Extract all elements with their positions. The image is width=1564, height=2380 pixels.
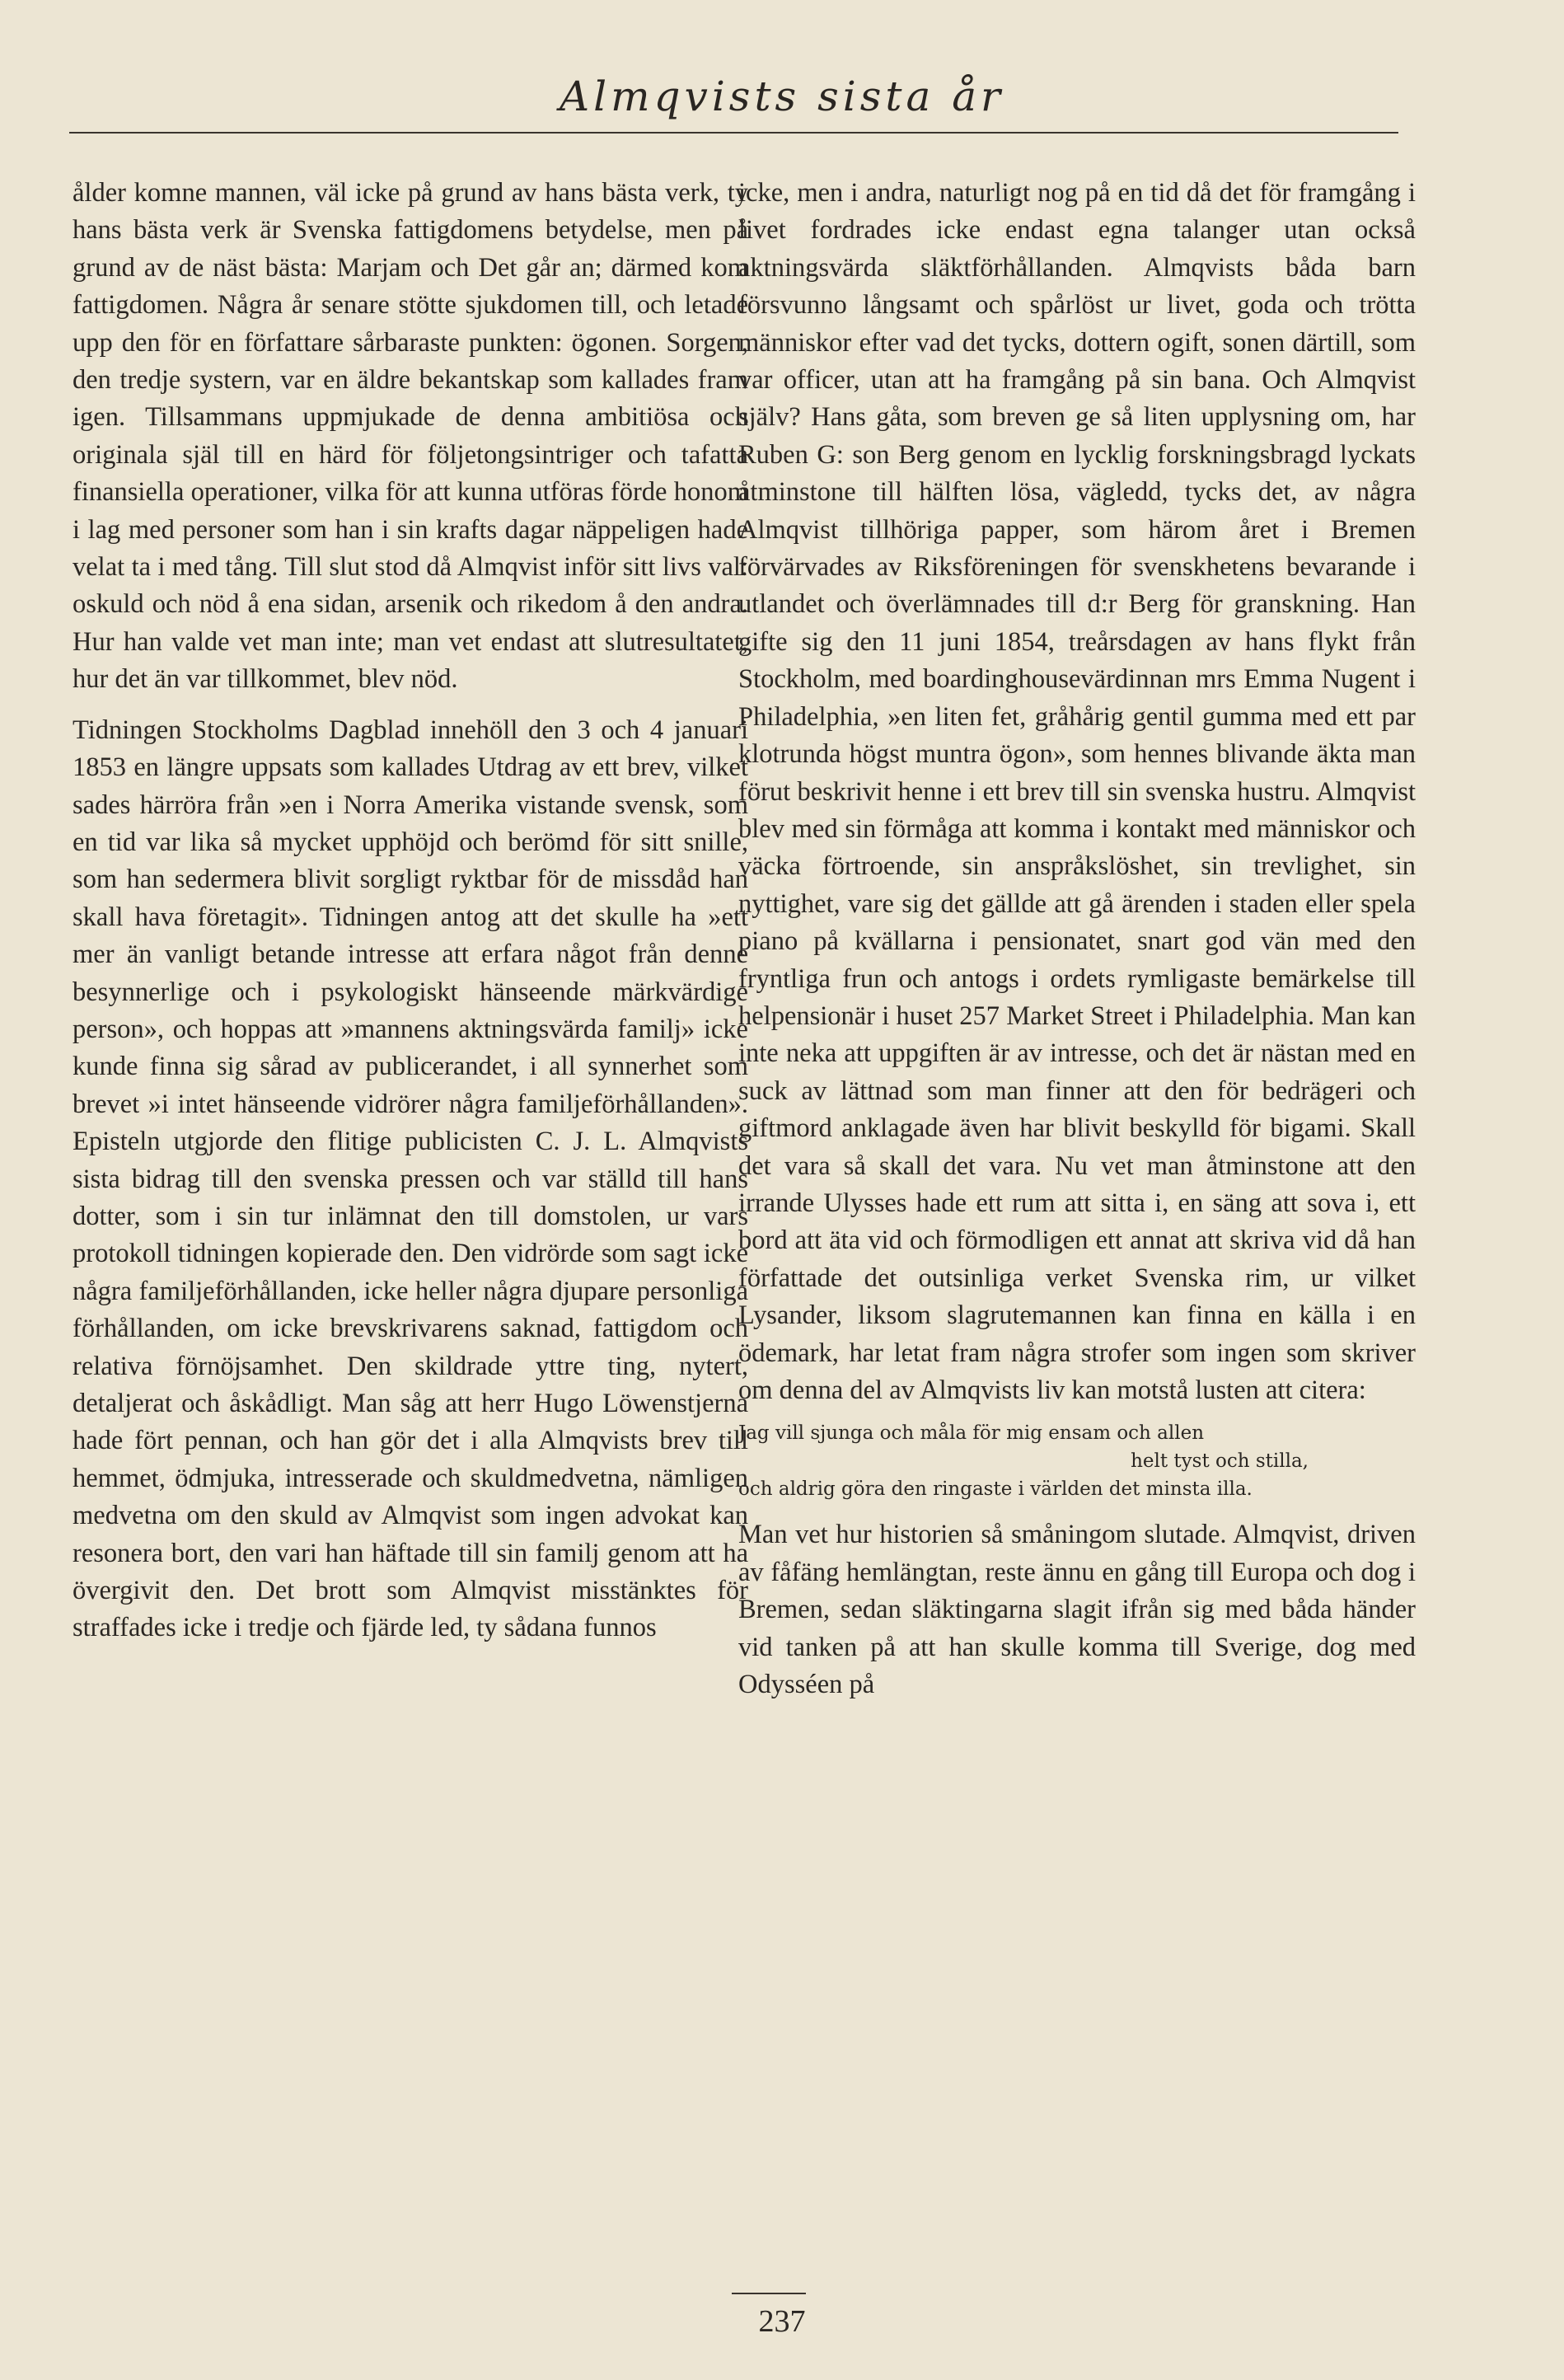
header-rule <box>69 132 1398 134</box>
right-paragraph-1: icke, men i andra, naturligt nog på en tid då det för framgång i livet fordrades icke endast egna talanger utan också aktningsvärda släktförhållanden. Almqvists båda barn försvunno långsamt och spårlöst ur livet, goda och trötta människor efter vad det tycks, dottern ogift, sonen därtill, som var officer, utan att ha framgång på sin bana. Och Almqvist själv? Hans gåta, som breven ge så liten upplysning om, har Ruben G: son Berg genom en lycklig forskningsbragd lyckats åtminstone till hälften lösa, vägledd, tycks det, av några Almqvist tillhöriga papper, som härom året i Bremen förvärvades av Riksföreningen för svenskhetens bevarande i utlandet och överlämnades till d:r Berg för granskning. Han gifte sig den 11 juni 1854, treårsdagen av hans flykt från Stockholm, med boardinghousevärdinnan mrs Emma Nugent i Philadelphia, »en liten fet, gråhårig gentil gumma med ett par klotrunda högst muntra ögon», som hennes blivande äkta man förut beskrivit henne i ett brev till sin svenska hustru. Almqvist blev med sin förmåga att komma i kontakt med människor och väcka förtroende, sin anspråkslöshet, sin trevlighet, sin nyttighet, vare sig det gällde att gå ärenden i staden eller spela piano på kvällarna i pensionatet, snart god vän med den fryntliga frun och antogs i ordets rymligaste bemärkelse till helpensionär i huset 257 Market Street i Philadelphia. Man kan inte neka att uppgiften är av intresse, och det är nästan med en suck av lättnad som man finner att den för bedrägeri och giftmord anklagade även har blivit beskylld för bigami. Skall det vara så skall det vara. Nu vet man åtminstone att den irrande Ulysses hade ett rum att sitta i, en säng att sova i, ett bord att äta vid och förmodligen ett annat att skriva vid då han författade det outsinliga verket Svenska rim, ur vilket Lysander, liksom slagrutemannen kan finna en källa i en ödemark, har letat fram några strofer som ingen som skriver om denna del av Almqvists liv kan motstå lusten att citera: <box>738 178 1416 1405</box>
verse-line-1: Jag vill sjunga och måla för mig ensam och allen <box>738 1422 1205 1445</box>
left-paragraph-2: Tidningen Stockholms Dagblad innehöll den 3 och 4 januari 1853 en längre uppsats som kallades Utdrag av ett brev, vilket sades härröra från »en i Norra Amerika vistande svensk, som en tid var lika så mycket upphöjd och berömd för sitt snille, som han sedermera blivit sorgligt ryktbar för de missdåd han skall hava företagit». Tidningen antog att det skulle ha »ett mer än vanligt betande intresse att erfara något från denne besynnerlige och i psykologiskt hänseende märkvärdige person», och hoppas att »mannens aktningsvärda familj» icke kunde finna sig sårad av publicerandet, i all synnerhet som brevet »i intet hänseende vidrörer några familjeförhållanden». Episteln utgjorde den flitige publicisten C. J. L. Almqvists sista bidrag till den svenska pressen och var ställd till hans dotter, som i sin tur inlämnat den till domstolen, ur vars protokoll tidningen kopierade den. Den vidrörde som sagt icke några familjeförhållanden, icke heller några djupare personliga förhållanden, om icke brevskrivarens saknad, fattigdom och relativa förnöjsamhet. Den skildrade yttre ting, nytert, detaljerat och åskådligt. Man såg att herr Hugo Löwenstjerna hade fört pennan, och han gör det i alla Almqvists brev till hemmet, ödmjuka, intresserade och skuldmedvetna, nämligen medvetna om den skuld av Almqvist som ingen advokat kan resonera bort, den vari han häftade till sin familj genom att ha övergivit den. Det brott som Almqvist misstänktes för straffades icke i tredje och fjärde led, ty sådana funnos <box>73 714 748 1643</box>
verse-line-1-continuation: helt tyst och stilla, <box>1131 1450 1309 1473</box>
verse-line-2: och aldrig göra den ringaste i världen det minsta illa. <box>738 1478 1253 1501</box>
left-paragraph-1: ålder komne mannen, väl icke på grund av hans bästa verk, ty hans bästa verk är Svenska fattigdomens betydelse, men på grund av de näst bästa: Marjam och Det går an; därmed kom fattigdomen. Några år senare stötte sjukdomen till, och letade upp den för en författare sårbaraste punkten: ögonen. Sorgen, den tredje systern, var en äldre bekantskap som kallades fram igen. Tillsammans uppmjukade de denna ambitiösa och originala själ till en härd för följetongsintriger och tafatta finansiella operationer, vilka för att kunna utföras förde honom i lag med personer som han i sin krafts dagar näppeligen hade velat ta i med tång. Till slut stod då Almqvist inför sitt livs val: oskuld och nöd å ena sidan, arsenik och rikedom å den andra. Hur han valde vet man inte; man vet endast att slutresultatet, hur det än var tillkommet, blev nöd. <box>73 178 748 695</box>
left-column <box>73 175 748 1647</box>
page-number-rule <box>732 2293 806 2294</box>
verse-quote <box>738 1419 1416 1503</box>
right-paragraph-2: Man vet hur historien så småningom slutade. Almqvist, driven av fåfäng hemlängtan, reste ännu en gång till Europa och dog i Bremen, sedan släktingarna slagit ifrån sig med båda händer vid tanken på att han skulle komma till Sverige, dog med Odysséen på <box>738 1520 1416 1700</box>
page-number: 237 <box>758 2304 806 2339</box>
right-column <box>738 175 1416 1703</box>
running-header-title: Almqvists sista år <box>560 73 1004 120</box>
